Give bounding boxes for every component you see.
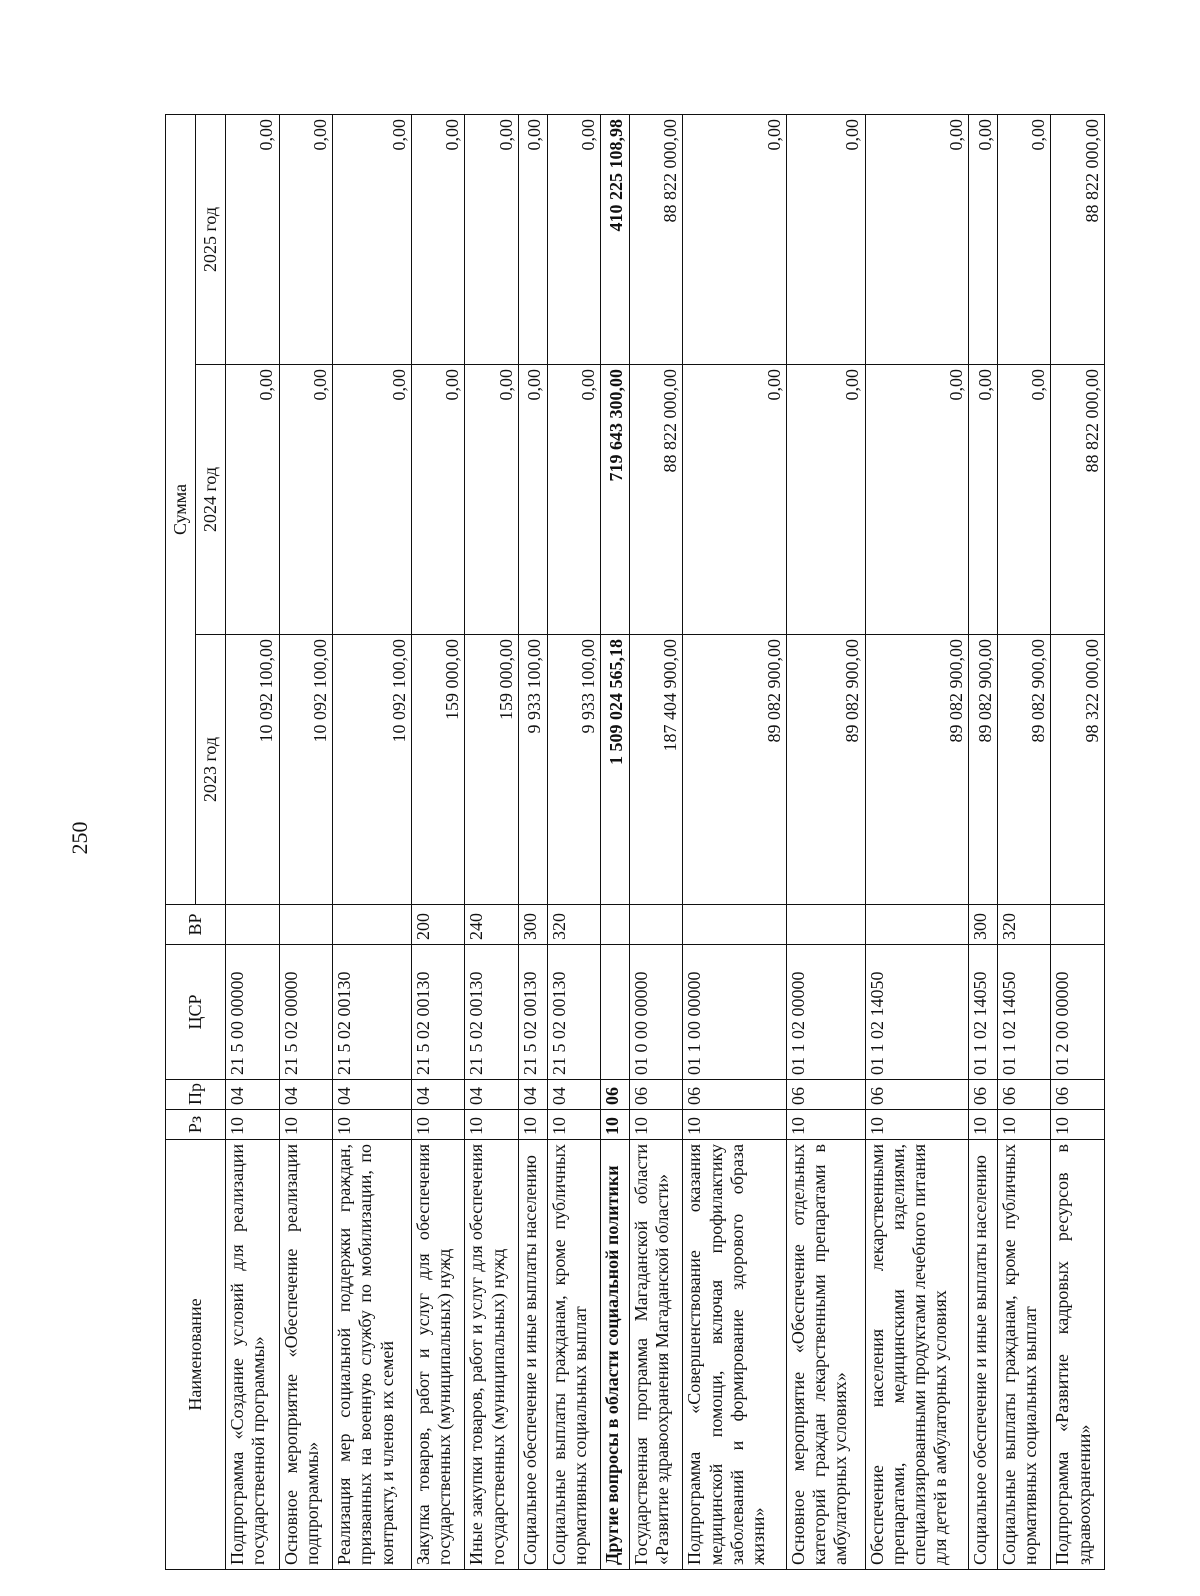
- pr-cell: 06: [629, 1080, 683, 1110]
- sum-2024-cell: 0,00: [865, 365, 969, 635]
- vr-cell: [279, 905, 333, 945]
- sum-2023-cell: 1 509 024 565,18: [601, 635, 630, 905]
- sum-2024-cell: 0,00: [279, 365, 333, 635]
- pr-cell: 04: [411, 1080, 465, 1110]
- sum-2025-cell: 0,00: [279, 114, 333, 364]
- sum-2025-cell: 0,00: [333, 114, 412, 364]
- rz-cell: 10: [601, 1110, 630, 1140]
- table-row: [629, 114, 683, 1569]
- csr-cell: 01 1 02 14050: [997, 945, 1051, 1080]
- sum-2023-cell: 9 933 100,00: [518, 635, 547, 905]
- csr-cell: [601, 945, 630, 1080]
- rz-cell: 10: [226, 1110, 280, 1140]
- rz-cell: 10: [683, 1110, 787, 1140]
- name-cell: Подпрограмма «Совершенствование оказания медицинской помощи, включая профилактику заболеваний и формирование здорового образа жизни»: [683, 1140, 787, 1570]
- name-cell: Реализация мер социальной поддержки граждан, призванных на военную службу по мобилизации, по контракту, и членов их семей: [333, 1140, 412, 1570]
- sum-2023-cell: 89 082 900,00: [683, 635, 787, 905]
- header-pr: Пр: [166, 1080, 226, 1110]
- csr-cell: 21 5 02 00130: [411, 945, 465, 1080]
- pr-cell: 06: [601, 1080, 630, 1110]
- csr-cell: 01 0 00 00000: [629, 945, 683, 1080]
- sum-2023-cell: 89 082 900,00: [865, 635, 969, 905]
- rz-cell: 10: [411, 1110, 465, 1140]
- sum-2023-cell: 187 404 900,00: [629, 635, 683, 905]
- sum-2023-cell: 10 092 100,00: [333, 635, 412, 905]
- name-cell: Иные закупки товаров, работ и услуг для обеспечения государственных (муниципальных) нужд: [465, 1140, 519, 1570]
- name-cell: Основное мероприятие «Обеспечение реализации подпрограммы»: [279, 1140, 333, 1570]
- vr-cell: [226, 905, 280, 945]
- csr-cell: 01 2 00 00000: [1051, 945, 1105, 1080]
- table-row: [547, 114, 601, 1569]
- rz-cell: 10: [629, 1110, 683, 1140]
- sum-2024-cell: 88 822 000,00: [1051, 365, 1105, 635]
- rz-cell: 10: [1051, 1110, 1105, 1140]
- sum-2024-cell: 0,00: [683, 365, 787, 635]
- name-cell: Социальные выплаты гражданам, кроме публичных нормативных социальных выплат: [547, 1140, 601, 1570]
- sum-2024-cell: 719 643 300,00: [601, 365, 630, 635]
- rz-cell: 10: [969, 1110, 998, 1140]
- rz-cell: 10: [786, 1110, 865, 1140]
- sum-2023-cell: 159 000,00: [465, 635, 519, 905]
- table-row: [786, 114, 865, 1569]
- sum-2023-cell: 89 082 900,00: [997, 635, 1051, 905]
- sum-2024-cell: 0,00: [786, 365, 865, 635]
- sum-2025-cell: 0,00: [969, 114, 998, 364]
- vr-cell: [786, 905, 865, 945]
- sum-2023-cell: 159 000,00: [411, 635, 465, 905]
- pr-cell: 04: [333, 1080, 412, 1110]
- table-row: [333, 114, 412, 1569]
- sum-2025-cell: 410 225 108,98: [601, 114, 630, 364]
- table-row: [997, 114, 1051, 1569]
- sum-2023-cell: 9 933 100,00: [547, 635, 601, 905]
- csr-cell: 21 5 02 00130: [518, 945, 547, 1080]
- page-number: 250: [67, 821, 92, 855]
- vr-cell: 320: [997, 905, 1051, 945]
- vr-cell: [865, 905, 969, 945]
- pr-cell: 06: [865, 1080, 969, 1110]
- csr-cell: 21 5 02 00130: [465, 945, 519, 1080]
- sum-2025-cell: 0,00: [411, 114, 465, 364]
- table-row: [226, 114, 280, 1569]
- pr-cell: 06: [683, 1080, 787, 1110]
- name-cell: Социальное обеспечение и иные выплаты населению: [969, 1140, 998, 1570]
- sum-2024-cell: 0,00: [997, 365, 1051, 635]
- header-sum: Сумма: [166, 114, 196, 904]
- table-row: [411, 114, 465, 1569]
- vr-cell: 240: [465, 905, 519, 945]
- pr-cell: 04: [547, 1080, 601, 1110]
- table-body: [226, 114, 1105, 1569]
- sum-2025-cell: 88 822 000,00: [1051, 114, 1105, 364]
- sum-2025-cell: 0,00: [226, 114, 280, 364]
- pr-cell: 06: [1051, 1080, 1105, 1110]
- pr-cell: 06: [786, 1080, 865, 1110]
- table-row: [601, 114, 630, 1569]
- csr-cell: 01 1 02 14050: [969, 945, 998, 1080]
- budget-table: [165, 114, 1105, 1570]
- name-cell: Подпрограмма «Создание условий для реализации государственной программы»: [226, 1140, 280, 1570]
- csr-cell: 01 1 02 00000: [786, 945, 865, 1080]
- header-2023: 2023 год: [196, 635, 226, 905]
- pr-cell: 04: [279, 1080, 333, 1110]
- sum-2024-cell: 0,00: [518, 365, 547, 635]
- csr-cell: 21 5 00 00000: [226, 945, 280, 1080]
- sum-2023-cell: 10 092 100,00: [226, 635, 280, 905]
- sum-2024-cell: 0,00: [333, 365, 412, 635]
- vr-cell: 300: [518, 905, 547, 945]
- sum-2025-cell: 0,00: [518, 114, 547, 364]
- vr-cell: [1051, 905, 1105, 945]
- rz-cell: 10: [865, 1110, 969, 1140]
- name-cell: Обеспечение населения лекарственными препаратами, медицинскими изделиями, специализированными продуктами лечебного питания для детей в амбулаторных условиях: [865, 1140, 969, 1570]
- rotated-table-container: [165, 115, 1105, 1570]
- rz-cell: 10: [333, 1110, 412, 1140]
- name-cell: Основное мероприятие «Обеспечение отдельных категорий граждан лекарственными препаратами в амбулаторных условиях»: [786, 1140, 865, 1570]
- sum-2024-cell: 0,00: [411, 365, 465, 635]
- table-row: [279, 114, 333, 1569]
- sum-2025-cell: 0,00: [786, 114, 865, 364]
- name-cell: Социальные выплаты гражданам, кроме публичных нормативных социальных выплат: [997, 1140, 1051, 1570]
- sum-2025-cell: 88 822 000,00: [629, 114, 683, 364]
- table-row: [969, 114, 998, 1569]
- header-name: Наименование: [166, 1140, 226, 1570]
- sum-2025-cell: 0,00: [997, 114, 1051, 364]
- pr-cell: 04: [465, 1080, 519, 1110]
- rz-cell: 10: [518, 1110, 547, 1140]
- sum-2024-cell: 0,00: [969, 365, 998, 635]
- rz-cell: 10: [465, 1110, 519, 1140]
- sum-2025-cell: 0,00: [465, 114, 519, 364]
- rz-cell: 10: [547, 1110, 601, 1140]
- rz-cell: 10: [997, 1110, 1051, 1140]
- table-row: [865, 114, 969, 1569]
- pr-cell: 04: [226, 1080, 280, 1110]
- rz-cell: 10: [279, 1110, 333, 1140]
- sum-2025-cell: 0,00: [547, 114, 601, 364]
- header-vr: ВР: [166, 905, 226, 945]
- vr-cell: [683, 905, 787, 945]
- sum-2024-cell: 0,00: [226, 365, 280, 635]
- csr-cell: 21 5 02 00130: [333, 945, 412, 1080]
- header-2024: 2024 год: [196, 365, 226, 635]
- table-row: [1051, 114, 1105, 1569]
- vr-cell: [629, 905, 683, 945]
- vr-cell: 200: [411, 905, 465, 945]
- name-cell: Социальное обеспечение и иные выплаты населению: [518, 1140, 547, 1570]
- name-cell: Государственная программа Магаданской области «Развитие здравоохранения Магаданской области»: [629, 1140, 683, 1570]
- sum-2023-cell: 89 082 900,00: [786, 635, 865, 905]
- vr-cell: 300: [969, 905, 998, 945]
- header-2025: 2025 год: [196, 114, 226, 364]
- name-cell: Другие вопросы в области социальной политики: [601, 1140, 630, 1570]
- header-rz: Рз: [166, 1110, 226, 1140]
- pr-cell: 06: [997, 1080, 1051, 1110]
- sum-2023-cell: 89 082 900,00: [969, 635, 998, 905]
- csr-cell: 01 1 00 00000: [683, 945, 787, 1080]
- sum-2024-cell: 0,00: [547, 365, 601, 635]
- sum-2024-cell: 88 822 000,00: [629, 365, 683, 635]
- csr-cell: 21 5 02 00130: [547, 945, 601, 1080]
- header-csr: ЦСР: [166, 945, 226, 1080]
- sum-2023-cell: 98 322 000,00: [1051, 635, 1105, 905]
- sum-2023-cell: 10 092 100,00: [279, 635, 333, 905]
- vr-cell: [333, 905, 412, 945]
- name-cell: Подпрограмма «Развитие кадровых ресурсов в здравоохранении»: [1051, 1140, 1105, 1570]
- pr-cell: 06: [969, 1080, 998, 1110]
- name-cell: Закупка товаров, работ и услуг для обеспечения государственных (муниципальных) нужд: [411, 1140, 465, 1570]
- table-row: [518, 114, 547, 1569]
- vr-cell: 320: [547, 905, 601, 945]
- pr-cell: 04: [518, 1080, 547, 1110]
- table-header: [166, 114, 226, 1569]
- csr-cell: 01 1 02 14050: [865, 945, 969, 1080]
- table-row: [683, 114, 787, 1569]
- sum-2024-cell: 0,00: [465, 365, 519, 635]
- csr-cell: 21 5 02 00000: [279, 945, 333, 1080]
- sum-2025-cell: 0,00: [865, 114, 969, 364]
- sum-2025-cell: 0,00: [683, 114, 787, 364]
- table-row: [465, 114, 519, 1569]
- vr-cell: [601, 905, 630, 945]
